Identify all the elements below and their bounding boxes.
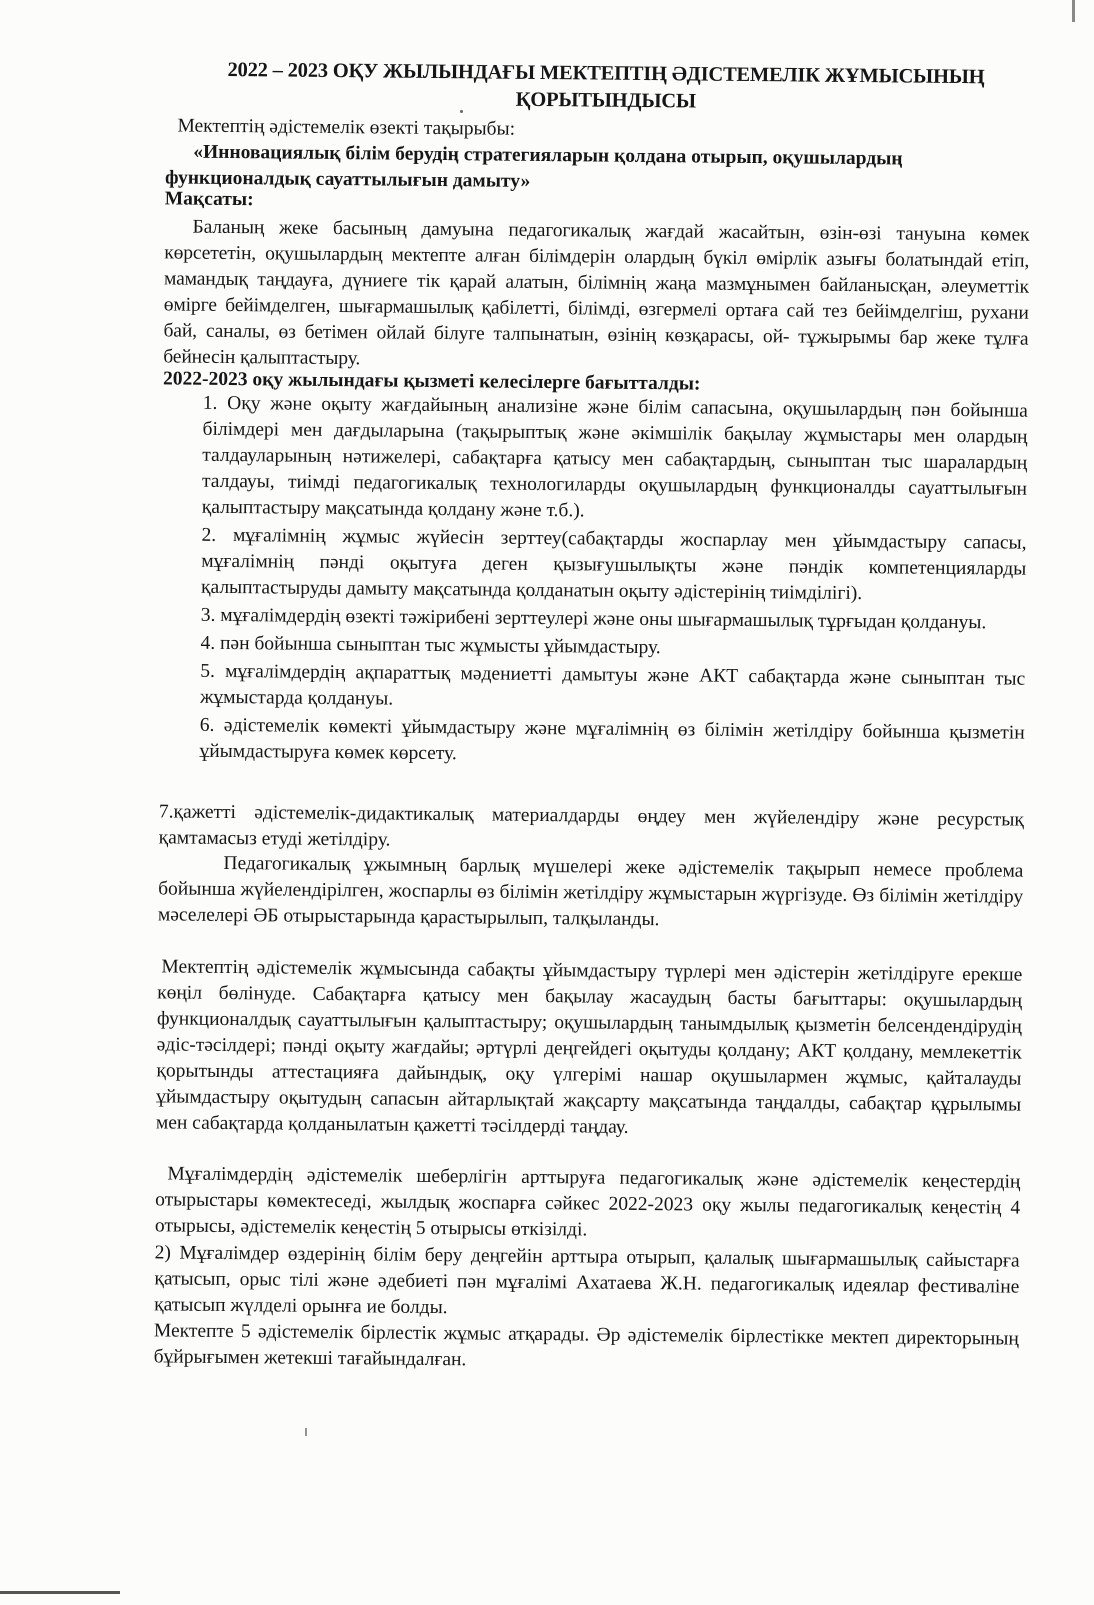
- methodical-topic: «Инновациялық білім берудің стратегияларын қолдана отырып, оқушылардың функционалдық сауаттылығын дамыту»: [164, 141, 903, 192]
- direction-item: 6. әдістемелік көмекті ұйымдастыру және мұғалімнің өз білімін жетілдіру бойынша қызметін ұйымдастыруға көмек көрсету.: [199, 714, 1025, 765]
- scan-speck: [305, 1428, 307, 1436]
- goal-label: Мақсаты:: [164, 188, 254, 211]
- paragraph-councils: Мұғалімдердің әдістемелік шеберлігін арттыруға педагогикалық және әдістемелік кеңестердің отырыстары көмектеседі, жылдық жоспарға сәйкес 2022-2023 оқу жылы педагогикалық кеңестің 4 отырысы, әдістемелік кеңестің 5 отырысы өткізілді.: [154, 1163, 1021, 1241]
- direction-item: 5. мұғалімдердің ақпараттық мәдениетті дамытуы және АКТ сабақтарда және сыныптан тыс жұмыстарда қолдануы.: [199, 660, 1026, 710]
- document-title: 2022 – 2023 ОҚУ ЖЫЛЫНДАҒЫ МЕКТЕПТІҢ ӘДІСТЕМЕЛІК ЖҰМЫСЫНЫҢ ҚОРЫТЫНДЫСЫ: [227, 58, 985, 113]
- scan-speck: [460, 110, 463, 113]
- scan-edge-mark: [1072, 0, 1075, 22]
- direction-item: 4. пән бойынша сыныптан тыс жұмысты ұйымдастыру.: [200, 632, 661, 659]
- paragraph-associations: Мектепте 5 әдістемелік бірлестік жұмыс атқарады. Әр әдістемелік бірлестікке мектеп директорының бұйрығымен жетекші тағайындалған.: [153, 1320, 1019, 1371]
- directions-title: 2022-2023 оқу жылындағы қызметі келесілерге бағытталды:: [162, 368, 701, 395]
- paragraph-competitions: 2) Мұғалімдер өздерінің білім беру деңгейін арттыра отырып, қалалық шығармашылық сайыстарға қатысып, орыс тілі және әдебиеті пән мұғалімі Ахатаева Ж.Н. педагогикалық идеялар фестиваліне қатысып жүлделі орынға ие болды.: [154, 1242, 1020, 1319]
- direction-item: 3. мұғалімдердің өзекті тәжірибені зерттеулері және оны шығармашылық тұрғыдан қолдануы.: [200, 604, 987, 634]
- methodical-topic-label: Мектептің әдістемелік өзекті тақырыбы:: [177, 115, 516, 140]
- scan-edge-mark: [0, 1591, 120, 1594]
- direction-item: 1. Оқу және оқыту жағдайының анализіне және білім сапасына, оқушылардың пән бойынша білімдері мен дағдыларына (тақырыптық және әкімшілік бақылау жұмыстары мен олардың талдауларының нәтижелері, сабақтарға қатысу мен сабақтардың, сыныптан тыс шаралардың талдауы, тиімді педагогикалық технологиларды оқушылардың функционалды сауаттылығын қалыптастыру мақсатында қолдану және т.б.).: [201, 392, 1028, 522]
- paragraph-lesson-organization: Мектептің әдістемелік жұмысында сабақты ұйымдастыру түрлері мен әдістерін жетілдіруге ерекше көңіл бөлінуде. Сабақтарға қатысу мен бақылау жасаудың басты бағыттары: оқушылардың функционалдық сауаттылығын қалыптастыру; оқушылардың танымдылық қызметін белсендендірудің әдіс-тәсілдері; пәнді оқыту жағдайы; әртүрлі деңгейдегі оқытуды қолдану; АКТ қолдану, мемлекеттік қорытынды аттестацияға дайындық, оқу үлгерімі нашар оқушылармен жұмыс, қайталауды ұйымдастыру оқытудың сапасын айтарлықтай жақсарту мақсатында таңдалды, сабақтар құрылымы мен сабақтарда қолданылатын қажетті тәсілдерді таңдау.: [155, 956, 1023, 1138]
- paragraph-self-education: Педагогикалық ұжымның барлық мүшелері жеке әдістемелік тақырып немесе проблема бойынша жүйелендірілген, жоспарлы өз білімін жетілдіру жұмыстарын жүргізуде. Өз білімін жетілдіру мәселелері ӘБ отырыстарында қарастырылып, талқыланды.: [157, 852, 1024, 931]
- directions-list: [199, 391, 1028, 775]
- direction-item-7: 7.қажетті әдістемелік-дидактикалық материалдарды өңдеу мен жүйелендіру және ресурстық қамтамасыз етуді жетілдіру.: [158, 801, 1024, 851]
- goal-text: Баланың жеке басының дамуына педагогикалық жағдай жасайтын, өзін-өзі тануына көмек көрсететін, оқушылардың мектепте алған білімдерін олардың бүкіл өмірлік азығы болатындай етіп, мамандық таңдауға, дүниеге тік қарай алатын, білімнің жаңа мазмұнымен байланысқан, әлеуметтік өмірге бейімделген, шығармашылық қабілетті, білімді, өзгермелі ортаға сай тез бейімделгіш, рухани бай, саналы, өз бетімен ойлай білуге талпынатын, өзінің көзқарасы, ой- тұжырымы бар жеке тұлға бейнесін қалыптастыру.: [163, 216, 1030, 370]
- direction-item: 2. мұғалімнің жұмыс жүйесін зерттеу(сабақтарды жоспарлау мен ұйымдастыру сапасы, мұғалімнің пәнді оқытуға деген қызығушылықты және пәндік компетенцияларды қалыптастыруды дамыту мақсатында қолданатын оқыту әдістерінің тиімділігі).: [200, 524, 1027, 605]
